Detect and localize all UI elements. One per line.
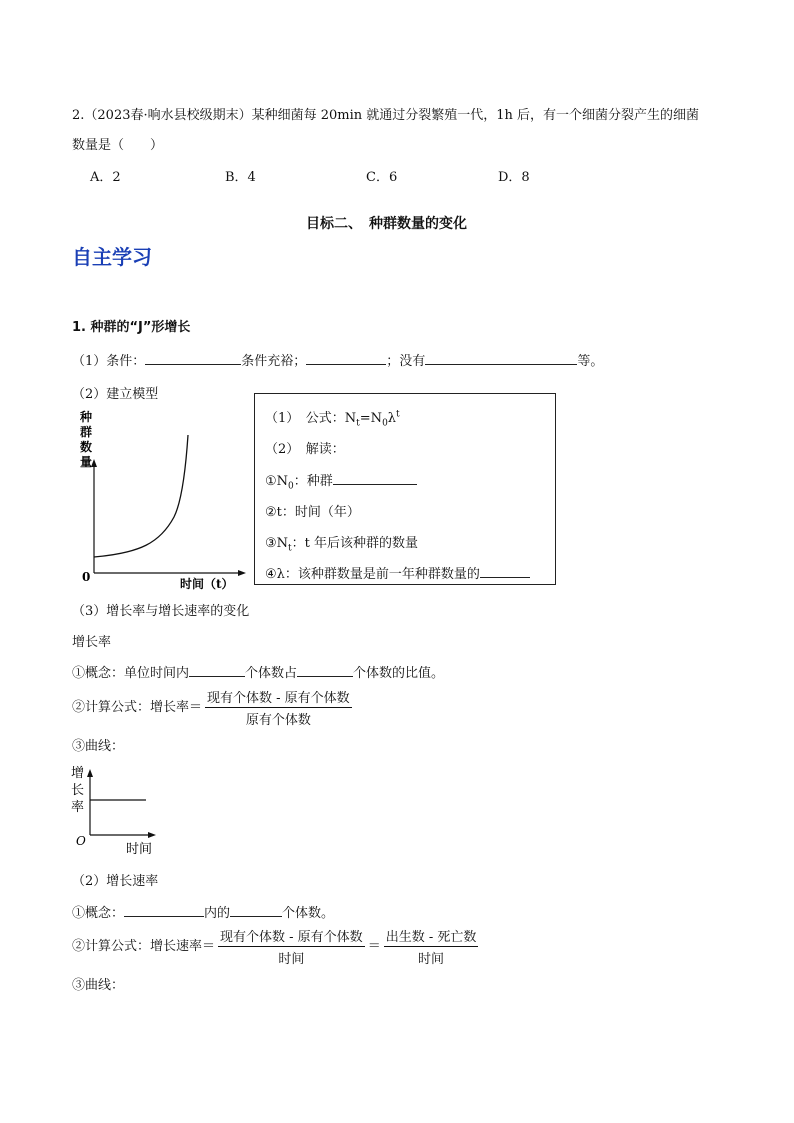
gr-denominator: 原有个体数 <box>245 713 311 728</box>
build-model-label: （2）建立模型 <box>72 387 159 402</box>
option-a: A．2 <box>90 170 121 185</box>
cond-text-2: 条件充裕； <box>241 354 307 369</box>
origin-label: 0 <box>82 570 91 584</box>
sp-equals: ＝ <box>367 939 381 954</box>
conditions-line <box>72 350 603 369</box>
sp-concept-b: 内的 <box>204 906 231 921</box>
sp-denominator-1: 时间 <box>278 952 305 967</box>
growth-rate-change-label: （3）增长率与增长速率的变化 <box>72 604 250 619</box>
lambda-text: ④λ：该种群数量是前一年种群数量的 <box>265 567 480 582</box>
nt-sub: t <box>288 543 292 554</box>
sp-concept-c: 个体数。 <box>282 906 335 921</box>
sp-formula-label: ②计算公式：增长速率＝ <box>72 939 216 954</box>
option-c: C．6 <box>366 170 398 185</box>
interp-nt <box>265 532 418 554</box>
y-label-3: 数 <box>80 440 93 454</box>
option-d: D．8 <box>498 170 530 185</box>
question-2-line2: 数量是（ ） <box>72 138 164 153</box>
interpretation-label: （2） 解读： <box>265 442 345 457</box>
gr-curve-label: ③曲线： <box>72 739 125 754</box>
blank-condition-2[interactable] <box>306 351 386 365</box>
cond-text-3: ；没有 <box>386 354 426 369</box>
cond-label: （1）条件： <box>72 354 146 369</box>
nt-prefix: ③N <box>265 536 289 551</box>
blank-condition-3[interactable] <box>425 351 577 365</box>
sp-fraction-2 <box>384 926 479 967</box>
blank-condition-1[interactable] <box>145 351 241 365</box>
formula-box <box>254 393 556 585</box>
blank-lambda[interactable] <box>480 564 530 578</box>
gr-fraction <box>205 687 352 728</box>
gr-y-label-3: 率 <box>71 800 85 815</box>
sp-curve-label: ③曲线： <box>72 978 125 993</box>
formula-line <box>265 407 400 429</box>
option-b: B．4 <box>225 170 256 185</box>
y-label-4: 量 <box>80 455 93 469</box>
blank-sp-1[interactable] <box>124 903 204 917</box>
growth-rate-formula <box>72 687 355 728</box>
sp-fraction-1 <box>218 926 365 967</box>
sp-denominator-2: 时间 <box>418 952 445 967</box>
n0-prefix: ①N <box>265 474 289 489</box>
gr-x-axis-arrow <box>148 832 156 838</box>
growth-rate-graph <box>68 763 168 858</box>
interp-t: ②t：时间（年） <box>265 505 360 520</box>
heading-j-growth: 1. 种群的“J”形增长 <box>72 320 191 335</box>
self-study-heading: 自主学习 <box>72 245 152 269</box>
blank-gr-2[interactable] <box>297 663 353 677</box>
interp-lambda <box>265 563 530 582</box>
blank-gr-1[interactable] <box>189 663 245 677</box>
formula-sub-0: 0 <box>382 418 388 429</box>
gr-formula-label: ②计算公式：增长率＝ <box>72 700 203 715</box>
speed-heading: （2）增长速率 <box>72 874 159 889</box>
gr-y-label-2: 长 <box>71 783 85 798</box>
blank-sp-2[interactable] <box>230 903 282 917</box>
growth-rate-concept <box>72 662 444 681</box>
formula-lambda: λ <box>387 411 397 426</box>
n0-text: ：种群 <box>293 474 333 489</box>
gr-concept-b: 个体数占 <box>245 666 298 681</box>
gr-numerator: 现有个体数 - 原有个体数 <box>205 687 352 708</box>
formula-n: N <box>344 411 357 426</box>
gr-y-label-1: 增 <box>71 766 85 781</box>
formula-eq: =N <box>359 411 383 426</box>
nt-text: ：t 年后该种群的数量 <box>291 536 419 551</box>
gr-y-axis-arrow <box>87 769 93 777</box>
y-label-2: 群 <box>80 425 93 439</box>
cond-text-4: 等。 <box>577 354 604 369</box>
gr-concept-a: ①概念：单位时间内 <box>72 666 190 681</box>
formula-sub-t: t <box>356 418 360 429</box>
blank-n0[interactable] <box>333 471 417 485</box>
formula-sup-t: t <box>396 409 400 420</box>
sp-concept-a: ①概念： <box>72 906 125 921</box>
j-curve <box>94 435 188 557</box>
question-2-line1: 2.（2023春·响水县校级期末）某种细菌每 20min 就通过分裂繁殖一代，1h 后，有一个细菌分裂产生的细菌 <box>72 108 700 123</box>
gr-origin: O <box>76 834 86 848</box>
n0-sub: 0 <box>288 481 294 492</box>
x-label: 时间（t） <box>180 577 234 590</box>
section-title: 目标二、 种群数量的变化 <box>306 216 467 232</box>
speed-concept <box>72 902 334 921</box>
sp-numerator-1: 现有个体数 - 原有个体数 <box>218 926 365 947</box>
x-axis-arrow <box>238 570 246 576</box>
formula-prefix: （1） 公式： <box>265 411 345 426</box>
gr-x-label: 时间 <box>126 842 153 857</box>
speed-formula <box>72 926 481 967</box>
growth-rate-heading: 增长率 <box>72 635 112 650</box>
interp-n0 <box>265 470 417 492</box>
gr-concept-c: 个体数的比值。 <box>353 666 445 681</box>
y-label-1: 种 <box>80 410 93 424</box>
j-curve-graph <box>70 405 250 590</box>
sp-numerator-2: 出生数 - 死亡数 <box>384 926 479 947</box>
